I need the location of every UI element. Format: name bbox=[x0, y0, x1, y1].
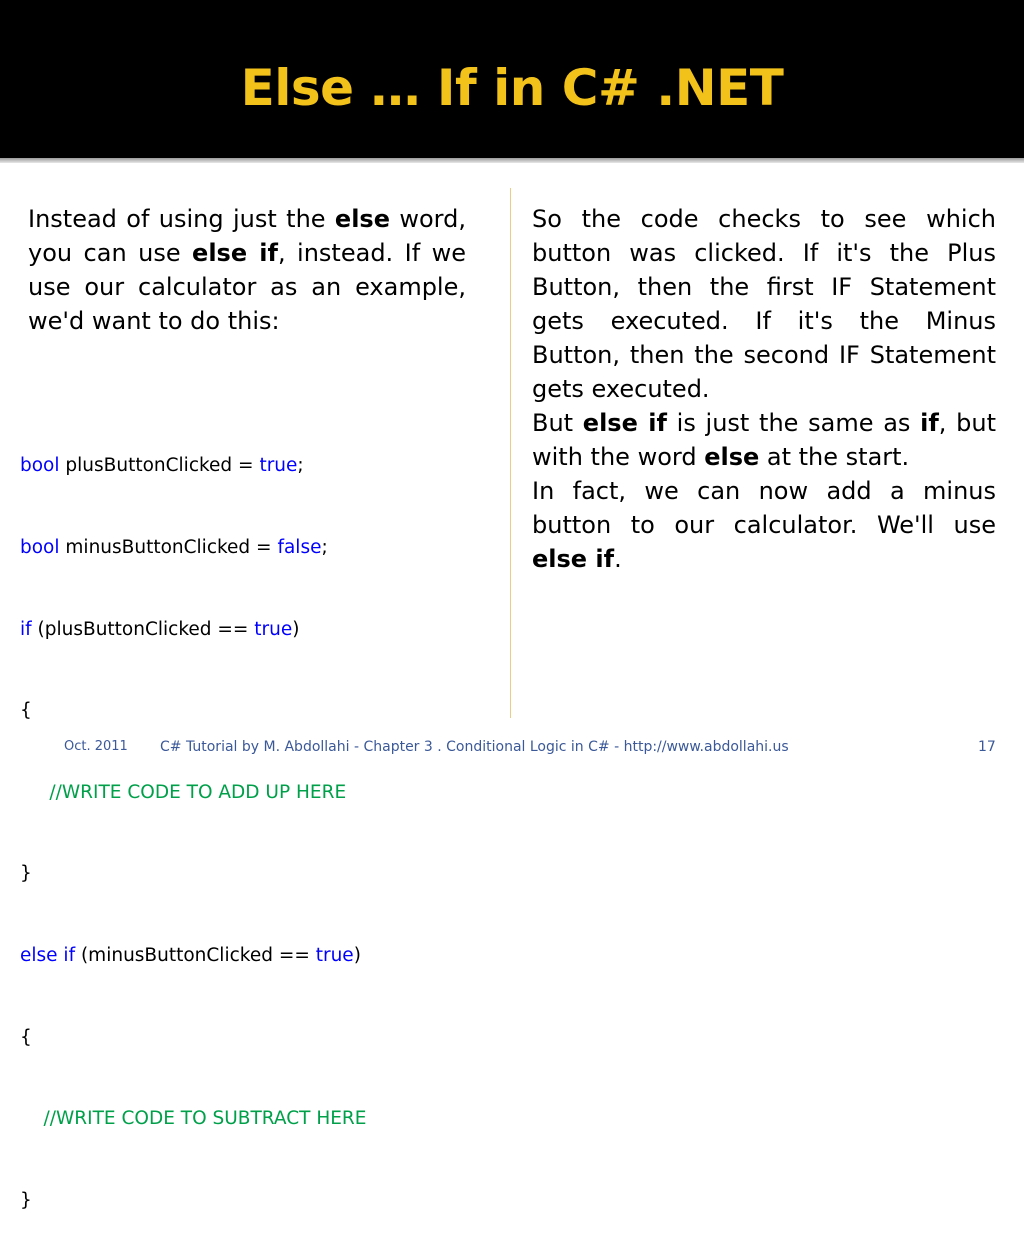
left-paragraph bbox=[28, 202, 466, 338]
code-line bbox=[20, 779, 490, 806]
left-text-2: word, you can use bbox=[28, 205, 466, 267]
right-text: But bbox=[532, 409, 583, 437]
code-text: ; bbox=[321, 537, 328, 558]
right-text: . bbox=[614, 545, 622, 573]
right-bold-else: else bbox=[704, 443, 760, 471]
code-keyword: if bbox=[20, 618, 32, 640]
footer-page-number: 17 bbox=[978, 739, 996, 755]
code-line bbox=[20, 616, 490, 643]
code-value: false bbox=[277, 537, 322, 558]
code-block bbox=[20, 398, 490, 1241]
code-keyword: else if bbox=[20, 944, 76, 966]
code-text: ) bbox=[292, 618, 300, 640]
slide-title: Else … If in C# .NET bbox=[240, 59, 784, 117]
right-paragraph-3 bbox=[532, 474, 996, 576]
left-text-3: , instead. If we use our calculator as an example, we'd want to do this: bbox=[28, 239, 466, 335]
left-bold-else-if: else if bbox=[192, 239, 278, 267]
code-line bbox=[20, 534, 490, 561]
right-bold-else-if: else if bbox=[532, 545, 615, 573]
code-line: } bbox=[20, 863, 32, 885]
left-bold-else: else bbox=[334, 205, 390, 233]
code-indent bbox=[20, 782, 49, 803]
code-text: plusButtonClicked = bbox=[59, 455, 260, 477]
right-text: In fact, we can now add a minus button to our calculator. We'll use bbox=[532, 477, 996, 539]
right-text: at the start. bbox=[759, 443, 910, 471]
right-text: is just the same as bbox=[666, 409, 921, 437]
code-line bbox=[20, 452, 490, 479]
code-text: (minusButtonClicked == bbox=[75, 944, 316, 966]
code-text: (plusButtonClicked == bbox=[31, 618, 255, 640]
code-text: minusButtonClicked = bbox=[59, 537, 278, 558]
code-text: ) bbox=[353, 944, 361, 966]
column-divider bbox=[510, 188, 511, 718]
code-text: ; bbox=[297, 455, 304, 477]
code-line bbox=[20, 942, 490, 969]
left-text-1: Instead of using just the bbox=[28, 205, 335, 233]
right-paragraph-1: So the code checks to see which button was clicked. If it's the Plus Button, then the first IF Statement gets executed. If it's the Minus Button, then the second IF Statement gets executed. bbox=[532, 205, 996, 403]
code-line: { bbox=[20, 700, 32, 722]
footer-date: Oct. 2011 bbox=[64, 739, 128, 754]
right-bold-if: if bbox=[920, 409, 939, 437]
right-paragraph-2 bbox=[532, 406, 996, 474]
code-line: } bbox=[20, 1189, 32, 1211]
code-keyword: bool bbox=[20, 455, 60, 477]
code-value: true bbox=[254, 618, 293, 640]
code-comment: //WRITE CODE TO SUBTRACT HERE bbox=[43, 1108, 367, 1130]
code-value: true bbox=[259, 455, 298, 477]
right-column bbox=[532, 202, 996, 576]
code-line: { bbox=[20, 1026, 32, 1048]
footer-text: C# Tutorial by M. Abdollahi - Chapter 3 . Conditional Logic in C# - http://www.abdollahi.us bbox=[160, 739, 789, 755]
right-bold-else-if: else if bbox=[582, 409, 667, 437]
code-value: true bbox=[315, 944, 354, 966]
code-comment: //WRITE CODE TO ADD UP HERE bbox=[49, 781, 347, 803]
code-indent bbox=[20, 1108, 44, 1129]
right-text: , but with the word bbox=[532, 409, 996, 471]
title-bar bbox=[0, 0, 1024, 158]
code-keyword: bool bbox=[20, 537, 60, 558]
code-line bbox=[20, 1105, 490, 1132]
